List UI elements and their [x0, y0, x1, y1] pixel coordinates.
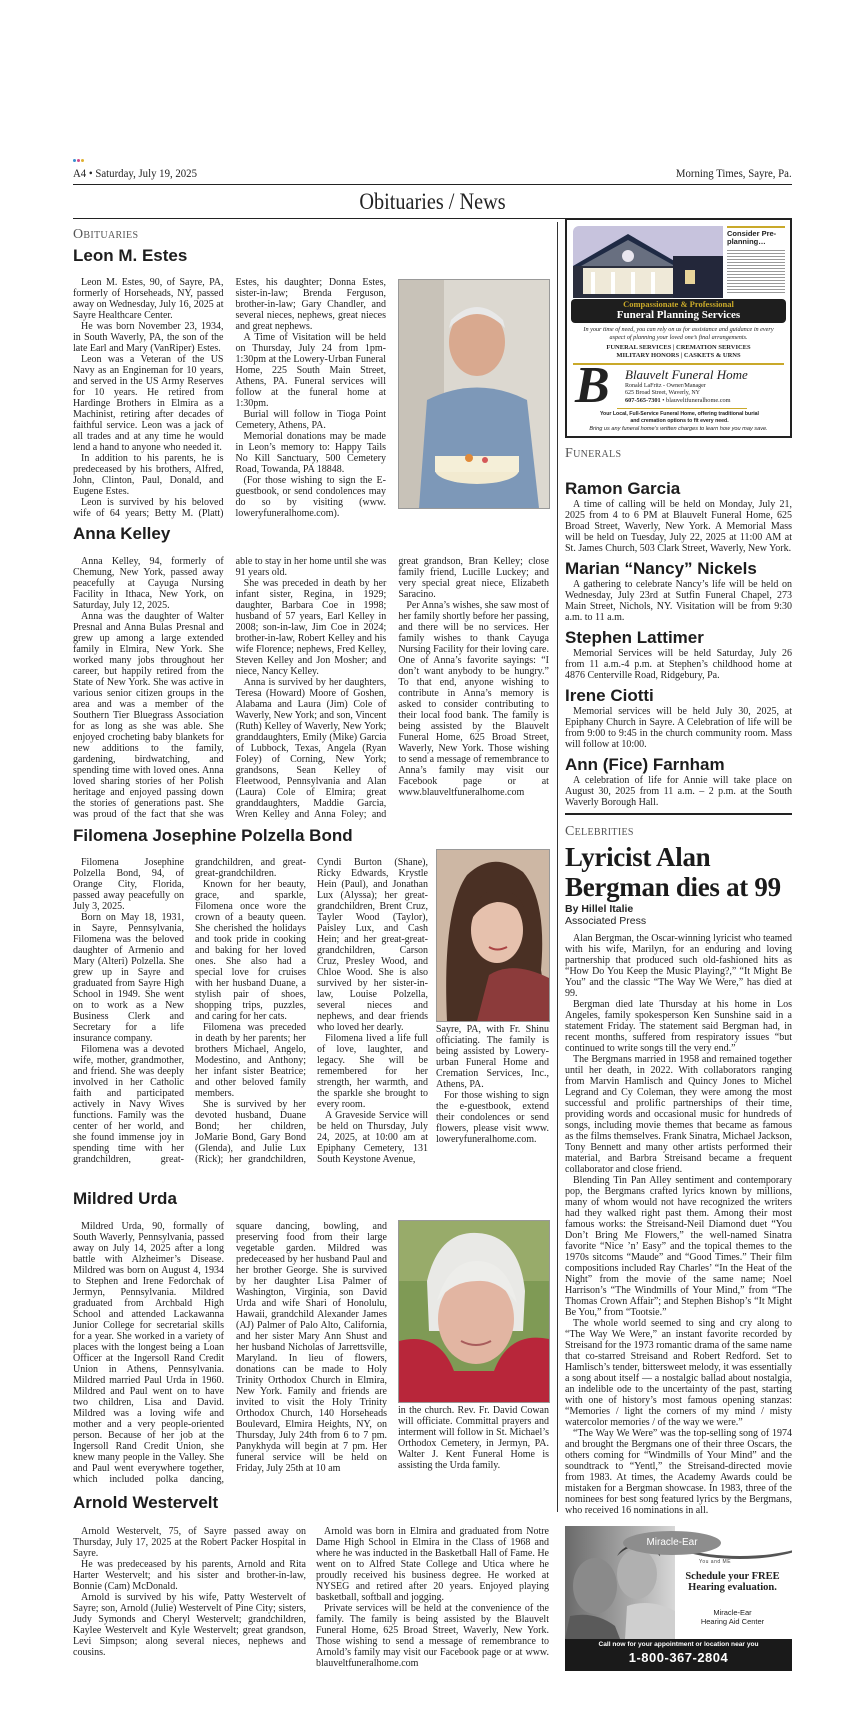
funeral-item — [565, 559, 792, 623]
paragraph: Filomena was a devoted wife, mother, grandmother, and friend. She was deeply involved in her Catholic faith and participated actively in Navy Wives functions. Family was the center of her world, and she found immense joy in spending time with her grandchildren, great-grandchildren, and great-great-grandchildren. — [73, 857, 306, 1165]
paragraph: Blending Tin Pan Alley sentiment and contemporary pop, the Bergmans crafted lyrics known by millions, many of whom would not have recognized the writers had they walked right past them. Among their most famous works: the Streisand-Neil Diamond duet “You Don’t Bring Me Flowers,” the well-named Sinatra favorite “Nice ’n’ Easy” and the topical themes to the 1970s sitcoms “Maude” and “Good Times.” Their film compositions included Ray Charles’ “In the Heat of the Night” from the movie of the same name; Noel Harrison’s “The Windmills of Your Mind,” from “The Thomas Crown Affair”; and Stephen Bishop’s “It Might Be You,” from “Tootsie.” — [565, 1175, 792, 1318]
article-headline: Lyricist Alan Bergman dies at 99 — [565, 842, 781, 902]
paragraph: Born on May 18, 1931, in Sayre, Pennsylvania, Filomena was the beloved daughter of Armenio and Mary (Alteri) Polzella. She grew up in Sayre and graduated from Sayre High School in 1949. She went on to work as a New Business Clerk and Secretary for a life insurance company. — [73, 912, 184, 1044]
home-address: 625 Broad Street, Waverly, NY — [625, 390, 700, 396]
mildred-photo — [398, 1220, 550, 1403]
article-byline: By Hillel Italie — [565, 903, 634, 915]
ad-banner — [571, 299, 786, 323]
funeral-item — [565, 686, 792, 750]
paragraph: Filomena lived a life full of love, laughter, and legacy. She will be remembered for her strength, her warmth, and the sparkle she brought to every room. — [317, 1033, 428, 1110]
paragraph: Memorial donations may be made in Leon’s memory to: Happy Tails No Kill Sanctuary, 500 Cemetery Road, Towanda, PA 18848. — [235, 431, 386, 475]
paragraph: Burial will follow in Tioga Point Cemetery, Athens, PA. — [235, 409, 386, 431]
call-to-action: Call now for your appointment or location near you — [598, 1641, 759, 1648]
funeral-text: A gathering to celebrate Nancy’s life will be held on Wednesday, July 23rd at Sutfin Funeral Chapel, 273 Main Street, Nichols, NY. Visitation will be from 9:30 a.m. to 11 a.m. — [565, 579, 792, 623]
banner-main: Funeral Planning Services — [616, 309, 741, 321]
home-phone: 607-565-7301 — [625, 397, 661, 404]
paragraph: Filomena was preceded in death by her parents; her brothers Michael, Angelo, Modestino, and Anthony; her infant sister Beatrice; and other beloved family members. — [195, 1022, 306, 1099]
paragraph: (For those wishing to sign the E-guestbook, or send condolences may do so by visiting (www. loweryfuneralhome.com). — [235, 475, 386, 519]
consider-fine-print — [727, 249, 785, 293]
paragraph: Arnold was born in Elmira and graduated from Notre Dame High School in Elmira in the Class of 1968 and where he was inducted in the Basketball Hall of Fame. He went on to Alfred State College and Utica where he proudly received his business degree. He worked at NYSEG and retired after 20 years. Enjoyed playing basketball, softball and jogging. — [316, 1526, 549, 1603]
leon-photo — [398, 279, 550, 509]
miracle-ear-logo — [623, 1531, 721, 1555]
home-name: Blauvelt Funeral Home — [625, 367, 748, 382]
ad-intro: In your time of need, you can rely on us for assistance and guidance in every aspect of planning your loved one’s final arrangements. — [583, 326, 774, 341]
funerals-list — [565, 474, 792, 808]
paragraph: Bergman died late Thursday at his home in Los Angeles, family spokesperson Ken Sunshine said in a statement Friday. The statement said Bergman had, in recent months, suffered from respiratory issues “but continued to write songs till the very end.” — [565, 999, 792, 1054]
obit-heading-mildred: Mildred Urda — [73, 1189, 177, 1208]
paragraph: A Time of Visitation will be held on Thursday, July 24 from 1pm-1:30pm at the Lowery-Urban Funeral Home, 225 South Main Street, Athens, PA. Funeral services will follow at the funeral home at 1:30pm. — [235, 332, 386, 409]
obituaries-kicker: Obituaries — [73, 227, 139, 242]
article-body — [565, 933, 792, 1516]
funeral-name: Stephen Lattimer — [565, 628, 704, 647]
obit-heading-arnold: Arnold Westervelt — [73, 1493, 219, 1512]
home-owner: Ronald LaFritz - Owner/Manager — [625, 383, 706, 389]
paragraph: Alan Bergman, the Oscar-winning lyricist who teamed with his wife, Marilyn, for an enduring and loving partnership that produced such old-fashioned hits as “How Do You Keep the Music Playing?,” “It Might Be You” and the classic “The Way We Were,” has died at 99. — [565, 933, 792, 999]
home-website: • blauveltfuneralhome.com — [662, 397, 731, 404]
header-rule — [73, 184, 792, 185]
paragraph: The Bergmans married in 1958 and remained together until her death, in 2022. With collaborators ranging from Marvin Hamlisch and Quincy Jones to Michel Legrand and Cy Coleman, they were among the most successful and prolific partnerships of their time, providing words and occasional music for hundreds of songs, including movie themes that became as famous as the films themselves. Frank Sinatra, Michael Jackson, Tony Bennett and many other artists performed their material, and Barbra Streisand became a frequent collaborator and close friend. — [565, 1054, 792, 1175]
obit-body-mildred — [73, 1221, 387, 1485]
consider-heading: Consider Pre-planning… — [727, 229, 777, 246]
ad-services-1: FUNERAL SERVICES | CREMATION SERVICES — [606, 344, 751, 351]
obit-body-mildred-continued — [398, 1405, 549, 1471]
obit-body-filomena — [73, 857, 428, 1165]
funeral-name: Marian “Nancy” Nickels — [565, 559, 757, 578]
call-bar — [565, 1639, 792, 1671]
paragraph: Private services will be held at the convenience of the family. The family is being assisted by the Blauvelt Funeral Home, 625 Broad Street, Waverly, New York. Those wishing to send a message of remembrance to Arnold’s family may visit our Facebook page or at www. blauveltfuneralhome.com — [316, 1603, 549, 1669]
paragraph: The whole world seemed to sing and cry along to “The Way We Were,” an instant favorite recorded by Streisand for the 1973 romantic drama of the same name that co-starred Streisand and Robert Redford. Set to Hamlisch’s tender, bittersweet melody, it was essentially a song about itself — a nostalgic ballad about nostalgia, an indelible ode to the uncertainty of the past, starting with one of history’s most famous opening stanzas: “Memories / light the corners of my mind / misty watercolor memories / of the way we were.” — [565, 1318, 792, 1428]
funerals-kicker: Funerals — [565, 446, 622, 461]
ad-tagline: Your Local, Full-Service Funeral Home, offering traditional burial and cremation options to fit every need. — [599, 411, 759, 424]
funeral-text: A time of calling will be held on Monday, July 21, 2025 from 4 to 6 PM at Blauvelt Funeral Home, 625 Broad Street, Waverly, New York. A Memorial Mass will be held on Tuesday, July 22, 2025 at 11:00 AM at St. James Church, 503 Clark Street, Waverly, New York. — [565, 499, 792, 554]
hearing-aid-ad[interactable] — [565, 1526, 792, 1671]
paragraph: Leon is survived by his beloved wife of 64 years; Betty M. (Platt) Estes, his daughter; Donna Estes, sister-in-law; Brenda Ferguson, brother-in-law; Gary Chandler, and several nieces, nephews, great nieces and great nephews. — [73, 277, 386, 519]
funeral-text: Memorial services will be held July 30, 2025, at Epiphany Church in Sayre. A Celebration of life will be from 9:00 to 9:45 in the church community room. Mass will follow at 10:00. — [565, 706, 792, 750]
funeral-name: Irene Ciotti — [565, 686, 654, 705]
consider-box — [727, 226, 785, 298]
ad-services-2: MILITARY HONORS | CASKETS & URNS — [616, 352, 741, 359]
paragraph: He was born November 23, 1934, in South Waverly, PA, the son of the late Earl and Mary (VanRiper) Estes. — [73, 321, 224, 354]
funeral-item — [565, 755, 792, 808]
article-agency: Associated Press — [565, 915, 647, 927]
banner-top: Compassionate & Professional — [623, 299, 734, 309]
paragraph: She was preceded in death by her infant sister, Regina, in 1929; daughter, Barbara Coe in 1998; husband of 57 years, Earl Kelley in 2008; son-in-law, Jim Coe in 2024; brother-in-law, Robert Kelley and his wife Florence; nephews, Fred Kelley, Steven Kelley and Jon Mosher; and niece, Nancy Kelley. — [235, 578, 387, 677]
paragraph: In addition to his parents, he is predeceased by his brothers, Alfred, John, Clinton, Paul, Donald, and Eugene Estes. — [73, 453, 224, 497]
paragraph: Mildred Urda, 90, formally of South Waverly, Pennsylvania, passed away on July 14, 2025 after a long battle with Alzheimer’s Disease. Mildred was born on August 4, 1934 to Stephen and Irene Fedorchak of Jermyn, Pennsylvania. Mildred graduated from Archbald High School and attended Lackawanna Junior College for secretarial skills for a year. She worked in a variety of places with the longest being a Loan Officer at the Ingersoll Rand Credit Union in Athens, Pennsylvania. Mildred married Paul Urda in 1960. Mildred and Paul went on to have two children, Lisa and David. Mildred was a loving wife and mother and a very people-oriented person. Because of her job at the Ingersoll Rand Credit Union, she knew many people in the Valley. She and Paul went everywhere together, which included polka dancing, square dancing, bowling, and preserving food from their large vegetable garden. Mildred was predeceased by her husband Paul and her brother George. She is survived by her daughter Lisa Palmer of Washington, Virginia, son David Urda and wife Shari of Honolulu, Hawaii, grandchild Alexander James (AJ) Palmer of Palo Alto, California, and her sister Mary Ann Shust and her husband Nicholas of Jarrettsville, Maryland. In lieu of flowers, donations can be made to Holy Trinity Orthodox Church in Elmira, New York. Family and friends are invited to visit the Holy Trinity Orthodox Church, 140 Horseheads Boulevard, Elmira Heights, NY, on Thursday, July 24th from 6 to 7 pm. Panykhyda will begin at 7 pm. Her funeral service will be held on Friday, July 25th at 10 am — [73, 1221, 387, 1485]
obit-body-anna — [73, 556, 549, 820]
paragraph: Per Anna’s wishes, she saw most of her family shortly before her passing, and there will be no services. Her family wishes to thank Cayuga Nursing Facility for their loving care. One of Anna’s favorite sayings: “I don’t want anybody to be hungry.” To that end, anyone wishing to contribute in Anna’s memory is asked to consider contributing to their local food bank. The family is being assisted by the Blauvelt Funeral Home, 625 Broad Street, Waverly, New York. Those wishing to send a message of remembrance to Anna’s family may visit our Facebook page or at www.blauveltfuneralhome.com — [398, 600, 549, 798]
paper-name: Morning Times, Sayre, Pa. — [676, 166, 792, 180]
funeral-text: Memorial Services will be held Saturday, July 26 from 11 a.m.-4 p.m. at Stephen’s childhood home at 4876 Centerville Road, Ridgebury, Pa. — [565, 648, 792, 681]
hearing-phone[interactable]: 1-800-367-2804 — [628, 1650, 729, 1665]
obit-heading-anna: Anna Kelley — [73, 524, 171, 543]
ad-footer: Bring us any funeral home’s written charges to learn how you may save. — [589, 426, 768, 432]
paragraph: Leon was a Veteran of the US Navy as an Engineman for 10 years, and served in the US Army Reserves for 10 years. He retired from Hardinge Brothers in Elmira as a Machinist, retiring after decades of faithful service. Leon was a jack of all trades and at any time he would lend a hand to anyone who needed it. — [73, 354, 224, 453]
obit-body-filomena-continued — [436, 1024, 549, 1145]
home-contact — [625, 397, 731, 405]
paragraph: “The Way We Were” was the top-selling song of 1974 and brought the Bergmans one of their three Oscars, the others coming for “Windmills of Your Mind” and the soundtrack to “Yentl,” the Streisand-directed movie from 1983. At times, the Academy Awards could be mistaken for a Bergman showcase. In 1983, three of the nominees for best song featured lyrics by the Bergmans, who received 16 nominations in all. — [565, 1428, 792, 1516]
obit-heading-leon: Leon M. Estes — [73, 246, 188, 265]
celebrities-kicker: Celebrities — [565, 824, 634, 839]
paragraph: Arnold Westervelt, 75, of Sayre passed away on Thursday, July 17, 2025 at the Robert Packer Hospital in Sayre. — [73, 1526, 306, 1559]
filomena-photo — [436, 849, 550, 1022]
paragraph: Leon M. Estes, 90, of Sayre, PA, formerly of Horseheads, NY, passed away on Wednesday, July 16, 2025 at Sayre Healthcare Center. — [73, 277, 224, 321]
funeral-name: Ann (Fice) Farnham — [565, 755, 725, 774]
paragraph: Anna is survived by her daughters, Teresa (Howard) Moore of Goshen, Alabama and Laura (Jim) Cole of Waverly, New York; and son, Vincent (Ruth) Kelley of Waverly, New York; granddaughters, Emily (Mike) Garcia of Lubbock, Texas, Angela (Ryan Foley) of Corning, New York; grandsons, Sean Kelley of Fleetwood, Pennsylvania and Alan (Laura) Cole of Elmira; great granddaughters, Maddie Garcia, Wren Kelley and Anna Foley; and great grandson, Bran Kelley; close family friend, Lucille Luckey; and very special great niece, Elizabeth Saracino. — [235, 556, 549, 820]
funeral-item — [565, 479, 792, 554]
brand-name: Miracle-Ear — [646, 1537, 698, 1548]
funeral-text: A celebration of life for Annie will take place on August 30, 2025 from 11 a.m. – 2 p.m. at the South Waverly Borough Hall. — [565, 775, 792, 808]
paragraph: He was predeceased by his parents, Arnold and Rita Harter Westervelt; and his sister and brother-in-law, Bonnie (Cam) McDonald. — [73, 1559, 306, 1592]
column-divider — [557, 222, 558, 1512]
paragraph: She is survived by her devoted husband, Duane Bond; her children, JoMarie Bond, Gary Bond (Glenda), and Julie Lux (Rick); her grandchildren, Cyndi Burton (Shane), Ricky Edwards, Krystle Hein (Paul), and Jonathan Lux (Alyssa); her great-grandchildren, Brent Cruz, Tayler Wood (Taylor), Paisley Lux, and Cash Hein; and her great-great-grandchildren, Carson Cruz, Presley Wood, and Chloe Wood. She is also survived by her sister-in-law, Louise Polzella, several nieces and nephews, and dear friends who loved her dearly. — [195, 857, 428, 1165]
funerals-rule — [565, 813, 792, 815]
paragraph: Known for her beauty, grace, and sparkle, Filomena once wore the crown of a beauty queen. She cherished the holidays and took pride in cooking and baking for her loved ones. She also had a special love for cruises with her husband Duane, a stylish pair of shoes, shopping trips, puzzles, and caring for her cats. — [195, 879, 306, 1022]
paragraph: Filomena Josephine Polzella Bond, 94, of Orange City, Florida, passed away peacefully on July 3, 2025. — [73, 857, 184, 912]
funeral-home-ad[interactable] — [565, 218, 792, 438]
obit-body-arnold — [73, 1526, 549, 1669]
paragraph: Anna Kelley, 94, formerly of Chemung, New York, passed away peacefully at Cayuga Nursing Facility in Ithaca, New York, on Saturday, July 12, 2025. — [73, 556, 224, 611]
center-name-2: Hearing Aid Center — [700, 1617, 765, 1626]
center-name-1: Miracle-Ear — [713, 1608, 752, 1617]
page-date: A4 • Saturday, July 19, 2025 — [73, 166, 197, 180]
funeral-name: Ramon Garcia — [565, 479, 681, 498]
blauvelt-logo: B — [575, 357, 610, 414]
paragraph: Sayre, PA, with Fr. Shinu officiating. The family is being assisted by Lowery-urban Funeral Home and Cremation Services, Inc., Athens, PA. — [436, 1024, 549, 1090]
ad-hearing-headline: Schedule your FREE Hearing evaluation. — [685, 1571, 780, 1593]
gold-rule-2 — [617, 408, 747, 409]
paragraph: in the church. Rev. Fr. David Cowan will officiate. Committal prayers and interment will follow in St. Michael’s Orthodox Cemetery, in Jermyn, PA. Walter J. Kent Funeral Home is assisting the Urda family. — [398, 1405, 549, 1471]
obit-body-leon — [73, 277, 386, 519]
paragraph: Arnold is survived by his wife, Patty Westervelt of Sayre; son, Arnold (Julie) Westervelt of Pine City; sisters, Judy Symonds and Cheryl Westervelt; grandchildren, Kaylee Westervelt and Kyle Westervelt; great grandson, Levi Simpson; along several nieces, nephews and cousins. — [73, 1592, 306, 1658]
paragraph: For those wishing to sign the e-guestbook, extend their condolences or send flowers, please visit www. loweryfuneralhome.com. — [436, 1090, 549, 1145]
section-title: Obituaries / News — [359, 189, 506, 214]
paragraph: A Graveside Service will be held on Thursday, July 24, 2025, at 10:00 am at Epiphany Cemetery, 131 South Keystone Avenue, — [317, 1110, 428, 1165]
obit-heading-filomena: Filomena Josephine Polzella Bond — [73, 826, 353, 845]
brand-slogan: You and ME — [698, 1559, 732, 1565]
paragraph: Anna was the daughter of Walter Presnal and Anna Bulas Presnal and grew up among a large extended family in Elmira, New York. She worked many jobs throughout her career, but happily retired from the State of New York. She was active in various senior citizen groups in the area and was a member of the Southern Tier Bluegrass Association for as long as she was able. She enjoyed crocheting baby blankets for new additions to the family, gardening, birdwatching, and spending time with loved ones. Anna loved sharing stories of her Polish heritage and enjoyed passing down the stories of generations past. She was proud of the fact that she was able to stay in her home until she was 91 years old. — [73, 556, 387, 820]
color-dots — [73, 159, 85, 163]
funeral-home-photo — [573, 226, 723, 298]
funeral-item — [565, 628, 792, 681]
